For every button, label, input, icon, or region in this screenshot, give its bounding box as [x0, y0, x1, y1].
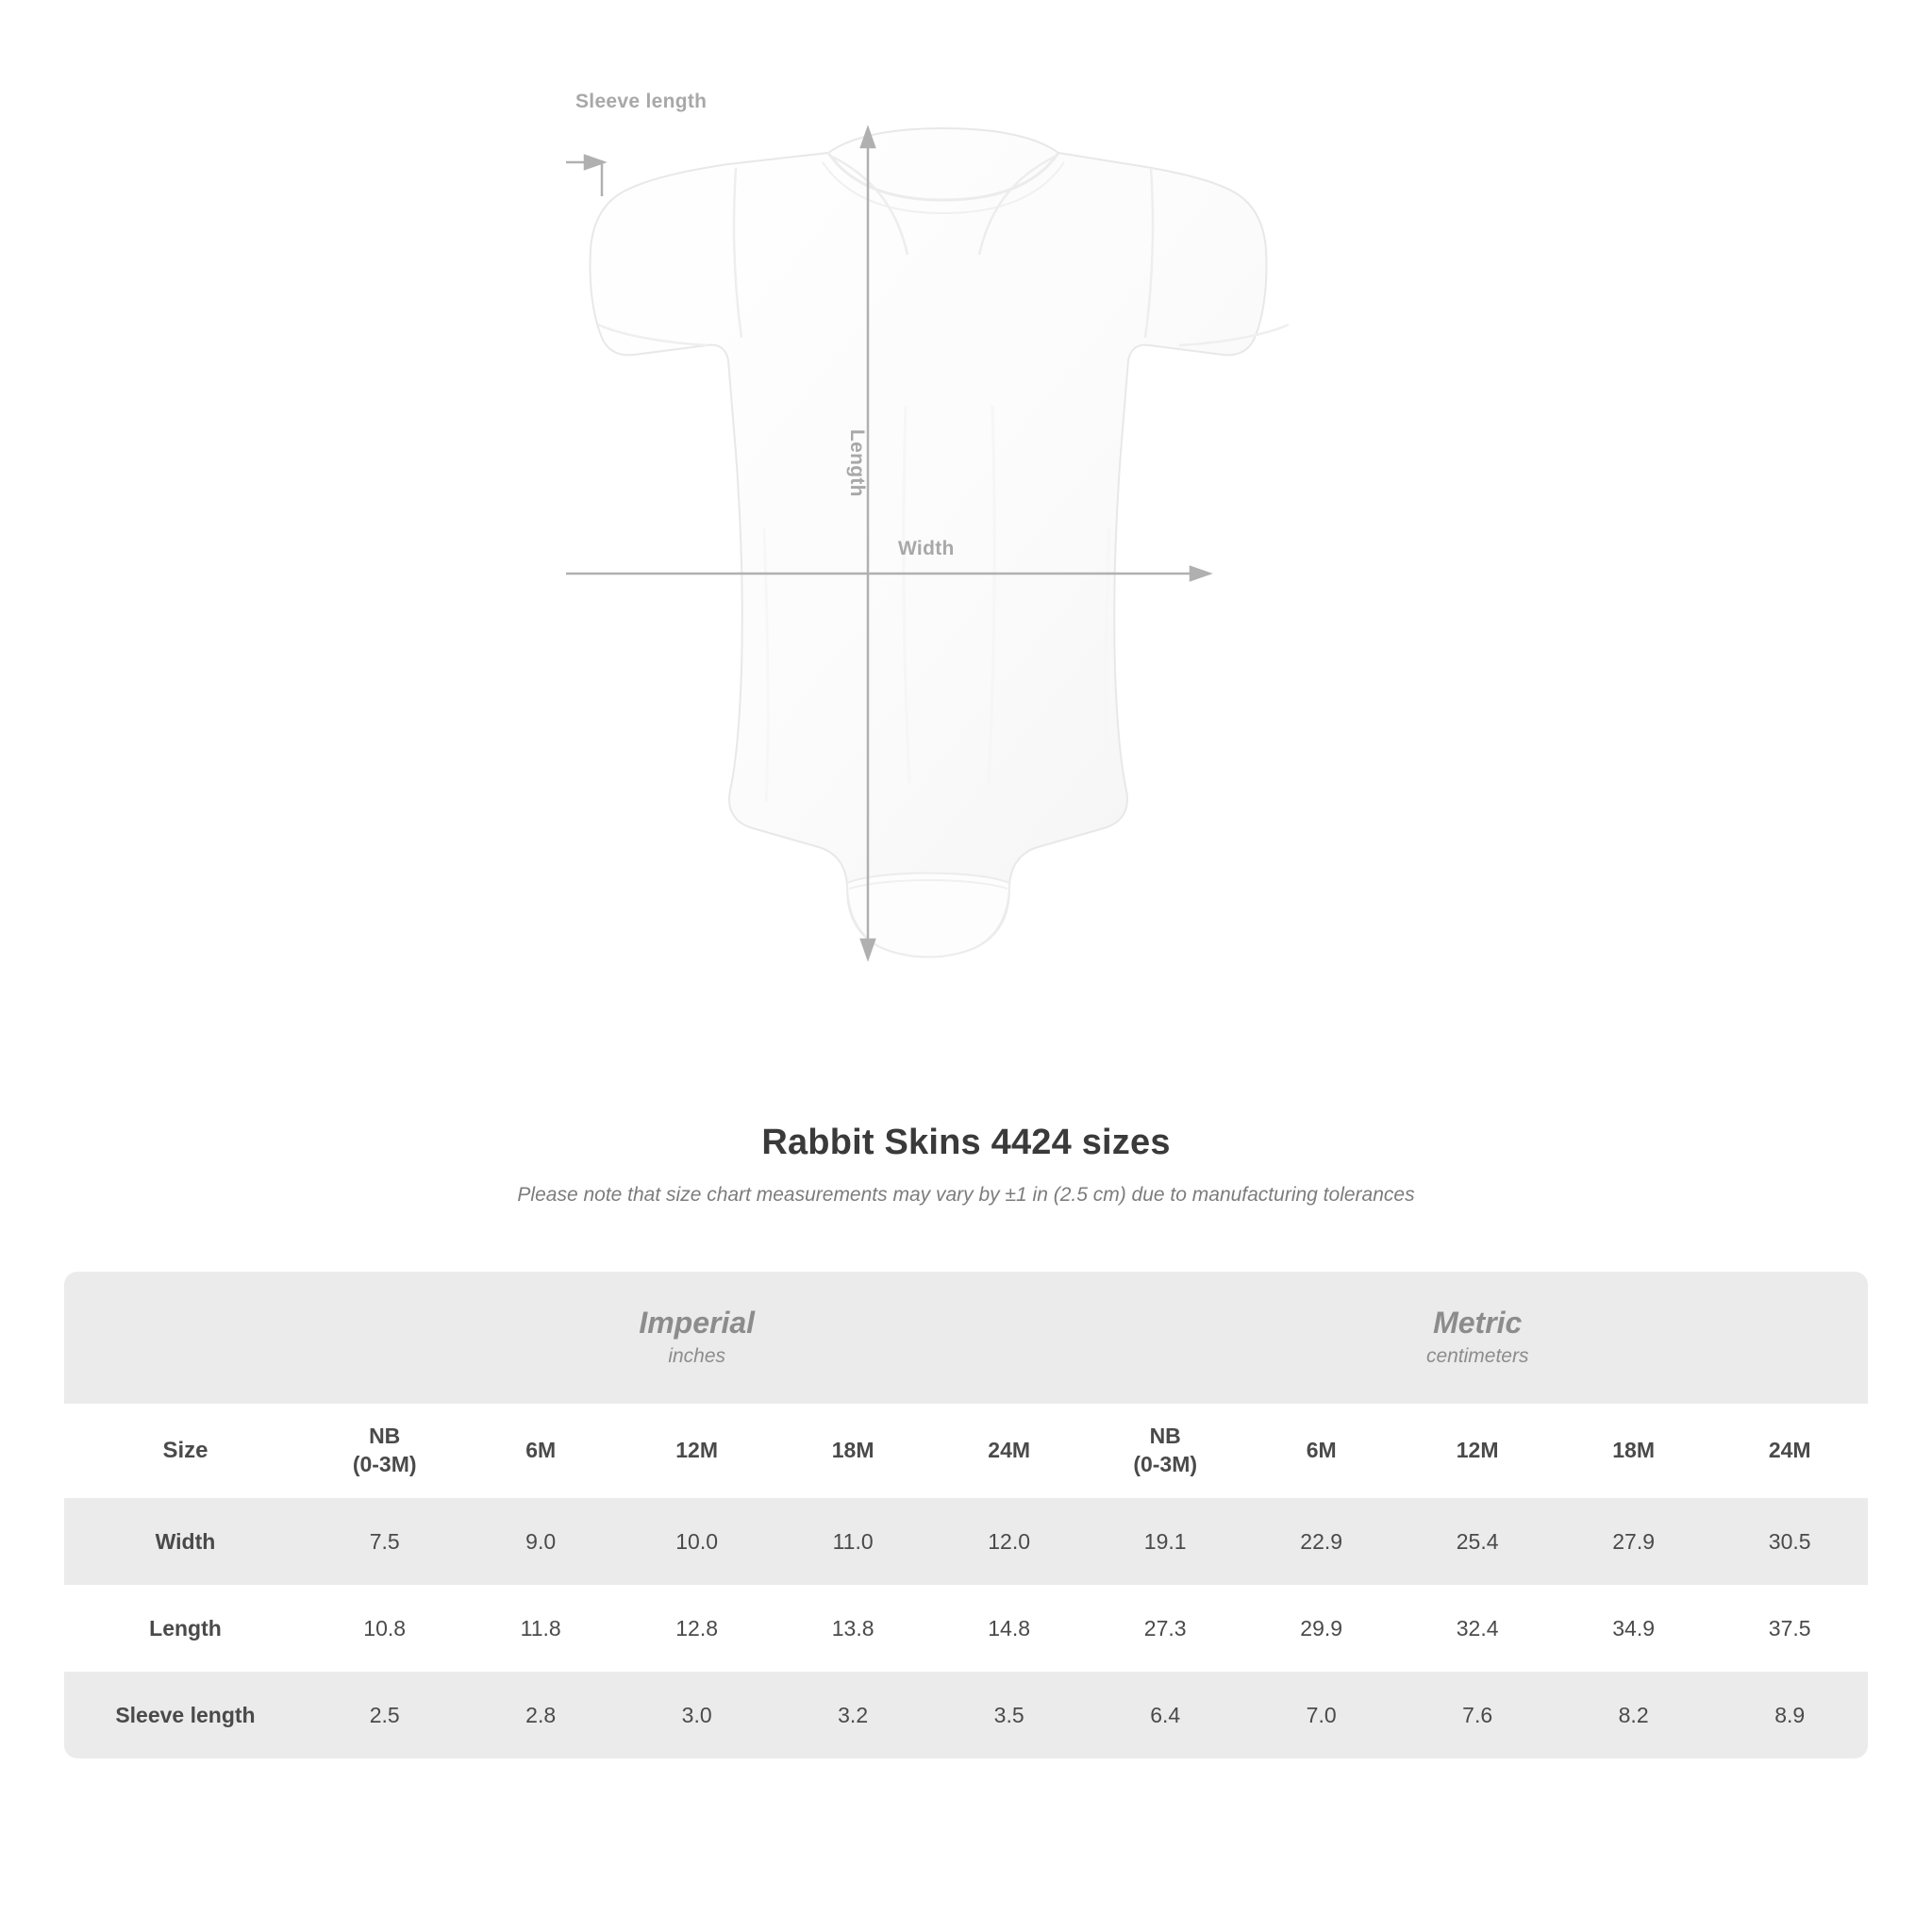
- cell-sleeve-imperial-6m: 2.8: [462, 1672, 618, 1758]
- header-imperial-nb-line2: (0-3M): [352, 1452, 417, 1476]
- size-table: [64, 1272, 1868, 1758]
- cell-length-metric-12m: 32.4: [1399, 1585, 1555, 1672]
- bodysuit-icon: [566, 123, 1321, 1075]
- title-block: [0, 1123, 1932, 1207]
- cell-width-imperial-24m: 12.0: [931, 1498, 1088, 1585]
- unit-system-metric-cell: [1087, 1272, 1868, 1404]
- cell-sleeve-imperial-24m: 3.5: [931, 1672, 1088, 1758]
- header-metric-18m: 18M: [1556, 1404, 1711, 1498]
- metric-label: Metric: [1433, 1306, 1523, 1341]
- cell-length-metric-24m: 37.5: [1711, 1585, 1868, 1672]
- header-imperial-18m: 18M: [774, 1404, 930, 1498]
- row-label-length: Length: [64, 1585, 307, 1672]
- header-metric-nb: [1087, 1404, 1242, 1498]
- cell-sleeve-metric-18m: 8.2: [1556, 1672, 1711, 1758]
- cell-width-metric-24m: 30.5: [1711, 1498, 1868, 1585]
- cell-sleeve-metric-24m: 8.9: [1711, 1672, 1868, 1758]
- header-imperial-12m: 12M: [619, 1404, 774, 1498]
- header-metric-12m: 12M: [1399, 1404, 1555, 1498]
- header-metric-24m: 24M: [1711, 1404, 1868, 1498]
- table-header-row: [64, 1404, 1868, 1498]
- cell-width-imperial-18m: 11.0: [774, 1498, 930, 1585]
- cell-length-metric-nb: 27.3: [1087, 1585, 1242, 1672]
- header-metric-6m: 6M: [1243, 1404, 1399, 1498]
- cell-length-metric-18m: 34.9: [1556, 1585, 1711, 1672]
- size-table-container: [64, 1272, 1868, 1758]
- header-metric-nb-line2: (0-3M): [1133, 1452, 1198, 1476]
- cell-length-metric-6m: 29.9: [1243, 1585, 1399, 1672]
- header-metric-nb-line1: NB: [1149, 1424, 1181, 1449]
- imperial-unit: inches: [668, 1345, 726, 1368]
- cell-width-imperial-nb: 7.5: [307, 1498, 462, 1585]
- table-row: [64, 1585, 1868, 1672]
- cell-width-metric-6m: 22.9: [1243, 1498, 1399, 1585]
- cell-width-metric-18m: 27.9: [1556, 1498, 1711, 1585]
- sleeve-length-dimension-label: Sleeve length: [575, 91, 708, 112]
- length-dimension-label: Length: [846, 429, 868, 497]
- cell-width-metric-12m: 25.4: [1399, 1498, 1555, 1585]
- width-dimension-label: Width: [898, 538, 955, 559]
- cell-sleeve-metric-6m: 7.0: [1243, 1672, 1399, 1758]
- header-imperial-nb-line1: NB: [369, 1424, 401, 1449]
- header-imperial-24m: 24M: [931, 1404, 1088, 1498]
- cell-width-imperial-6m: 9.0: [462, 1498, 618, 1585]
- tolerance-note: Please note that size chart measurements may vary by ±1 in (2.5 cm) due to manufacturing tolerances: [517, 1184, 1415, 1206]
- unit-system-row: [64, 1272, 1868, 1404]
- header-imperial-nb: [307, 1404, 462, 1498]
- cell-sleeve-metric-12m: 7.6: [1399, 1672, 1555, 1758]
- cell-width-metric-nb: 19.1: [1087, 1498, 1242, 1585]
- row-label-width: Width: [64, 1498, 307, 1585]
- cell-length-imperial-6m: 11.8: [462, 1585, 618, 1672]
- metric-unit: centimeters: [1425, 1345, 1529, 1368]
- cell-length-imperial-24m: 14.8: [931, 1585, 1088, 1672]
- cell-sleeve-imperial-12m: 3.0: [619, 1672, 774, 1758]
- cell-length-imperial-nb: 10.8: [307, 1585, 462, 1672]
- page-title: Rabbit Skins 4424 sizes: [761, 1123, 1171, 1162]
- row-label-sleeve-length: Sleeve length: [64, 1672, 307, 1758]
- unit-system-imperial-cell: [307, 1272, 1088, 1404]
- table-row: [64, 1498, 1868, 1585]
- cell-sleeve-imperial-nb: 2.5: [307, 1672, 462, 1758]
- cell-width-imperial-12m: 10.0: [619, 1498, 774, 1585]
- cell-length-imperial-18m: 13.8: [774, 1585, 930, 1672]
- cell-sleeve-metric-nb: 6.4: [1087, 1672, 1242, 1758]
- unit-system-corner-cell: [64, 1272, 307, 1404]
- table-row: [64, 1672, 1868, 1758]
- cell-length-imperial-12m: 12.8: [619, 1585, 774, 1672]
- imperial-label: Imperial: [639, 1306, 756, 1341]
- cell-sleeve-imperial-18m: 3.2: [774, 1672, 930, 1758]
- header-imperial-6m: 6M: [462, 1404, 618, 1498]
- bodysuit-graphic: [566, 123, 1321, 1075]
- header-size-label: Size: [64, 1404, 307, 1498]
